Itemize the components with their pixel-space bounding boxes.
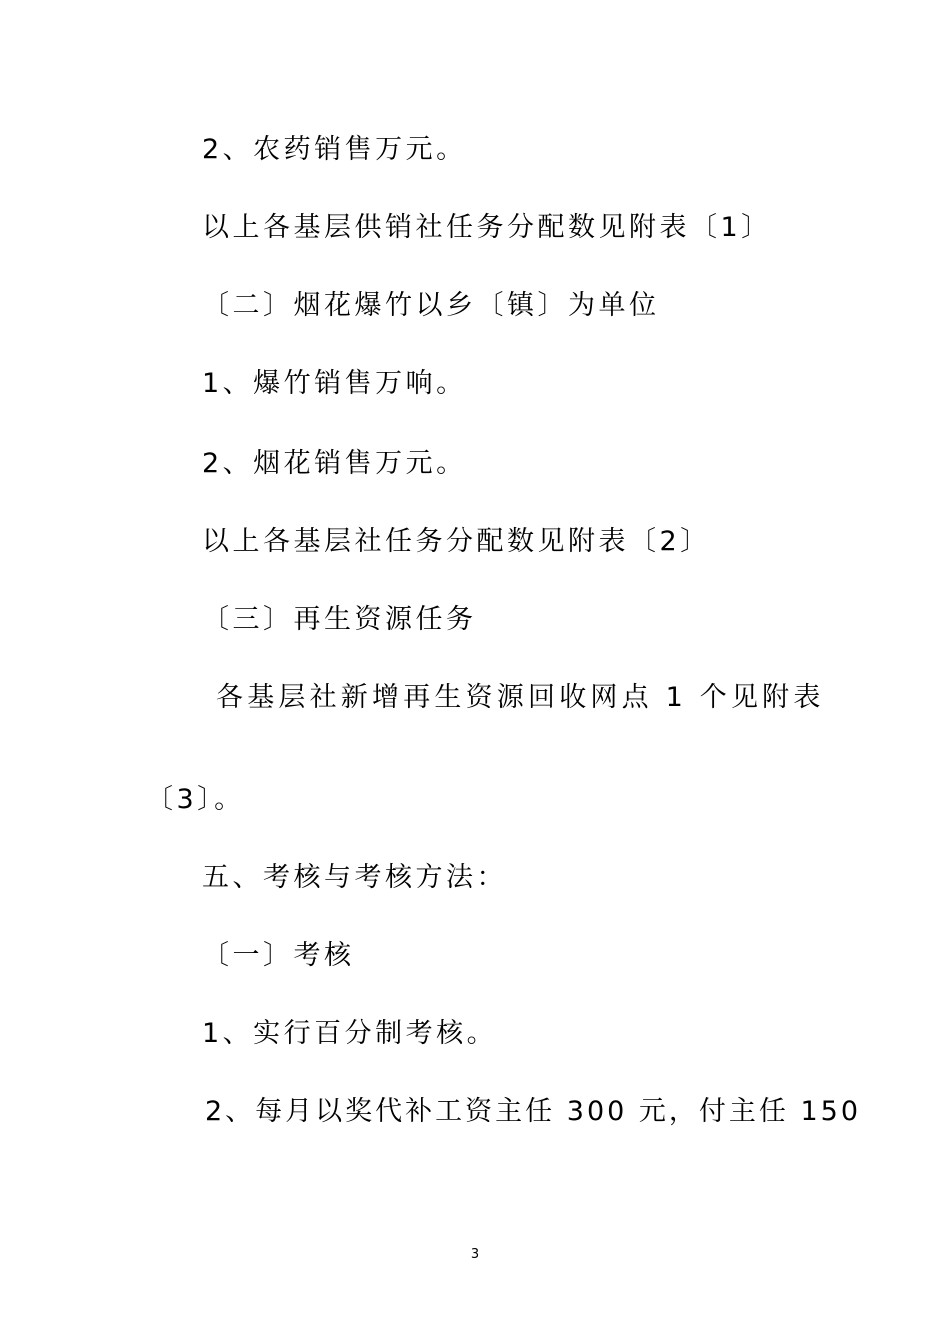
- section-heading: 〔三〕再生资源任务: [202, 604, 477, 635]
- paragraph-line: 1、爆竹销售万响。: [202, 368, 467, 399]
- section-heading: 〔一〕考核: [202, 940, 355, 971]
- paragraph-line: 以上各基层社任务分配数见附表〔2〕: [202, 526, 711, 557]
- paragraph-line: 1、实行百分制考核。: [202, 1018, 498, 1049]
- paragraph-line: 2、每月以奖代补工资主任 300 元，付主任 150: [205, 1096, 861, 1127]
- paragraph-line: 2、农药销售万元。: [202, 134, 467, 165]
- paragraph-line: 2、烟花销售万元。: [202, 448, 467, 479]
- section-heading: 五、考核与考核方法：: [202, 862, 507, 893]
- paragraph-line: 各基层社新增再生资源回收网点 1 个见附表: [216, 682, 825, 713]
- paragraph-line: 〔3〕。: [146, 784, 245, 815]
- section-heading: 〔二〕烟花爆竹以乡〔镇〕为单位: [202, 290, 660, 321]
- page-number: 3: [470, 1247, 480, 1262]
- paragraph-line: 以上各基层供销社任务分配数见附表〔1〕: [202, 212, 772, 243]
